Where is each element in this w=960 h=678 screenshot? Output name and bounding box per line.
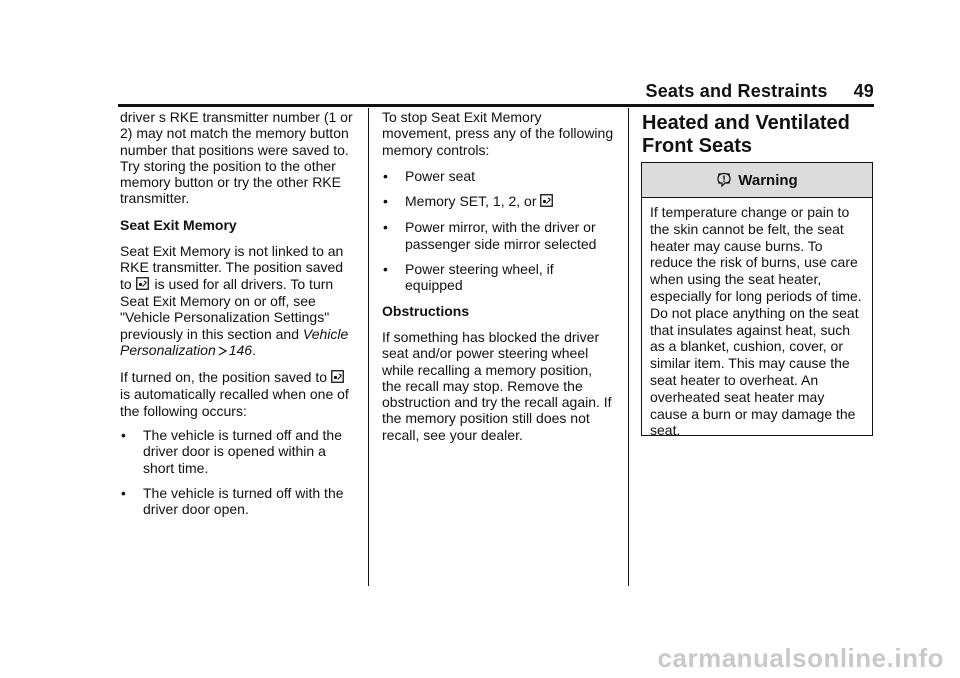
text: .	[252, 341, 256, 358]
text: is automatically recalled when one of the following occurs:	[120, 386, 349, 419]
list-item	[382, 261, 614, 294]
paragraph	[120, 369, 358, 419]
warning-box	[641, 162, 873, 439]
column-1	[120, 109, 358, 527]
bullet-marker: •	[383, 167, 388, 184]
watermark: carmanualsonline.info	[657, 643, 944, 673]
list-item-text: Power mirror, with the driver or passenger side mirror selected	[405, 219, 597, 252]
subheading-obstructions: Obstructions	[382, 302, 470, 319]
subheading-seat-exit-memory: Seat Exit Memory	[120, 216, 237, 233]
section-heading-line: Front Seats	[642, 135, 753, 157]
section-title: Seats and Restraints	[645, 81, 828, 101]
list-item-text: The vehicle is turned off with the driver door open.	[143, 484, 344, 518]
column-divider-2	[628, 108, 629, 586]
bullet-marker: •	[121, 427, 126, 444]
paragraph	[120, 243, 358, 359]
list-item	[382, 193, 614, 210]
cross-reference-title: Vehicle Personalization	[120, 325, 349, 358]
warning-header	[642, 163, 872, 198]
cross-reference-page: 146	[228, 341, 253, 358]
page-reference-icon	[218, 343, 227, 359]
bullet-marker: •	[383, 219, 388, 236]
list-item	[382, 168, 614, 184]
bullet-marker: •	[121, 484, 126, 501]
warning-text: If temperature change or pain to the skin cannot be felt, the seat heater may cause burns. To reduce the risk of burns, use care when using the seat heater, especially for long periods of time. Do not place anything on the seat that insulates against heat, such as a blanket, cushion, cover, or similar item. This may cause the seat heater to overheat. An overheated seat heater may cause a burn or may damage the seat.	[650, 204, 862, 439]
section-heading	[642, 112, 882, 158]
page-number: 49	[853, 81, 874, 101]
text: If turned on, the position saved to	[120, 369, 331, 386]
text: is used for all drivers. To turn Seat Exit Memory on or off, see "Vehicle Personalization Settings" previously in this section and	[120, 275, 334, 342]
list-item-text: Power steering wheel, if equipped	[405, 261, 554, 294]
list-item-text: Power seat	[405, 167, 476, 184]
text: Seat Exit Memory is not linked to an RKE transmitter. The position saved to	[120, 243, 344, 292]
header-rule	[118, 104, 874, 107]
exit-memory-key-icon	[136, 277, 149, 293]
list-item	[382, 219, 614, 252]
paragraph: If something has blocked the driver seat and/or power steering wheel while recalling a memory position, the recall may stop. Remove the obstruction and try the recall again. If the memory position still does not recall, see your dealer.	[382, 328, 612, 443]
list-item	[120, 485, 358, 518]
warning-label: Warning	[738, 171, 798, 189]
list-item	[405, 193, 614, 210]
exit-memory-key-icon	[331, 370, 344, 386]
list-item-text: Memory SET, 1, 2, or	[405, 193, 541, 210]
column-divider-1	[368, 108, 369, 586]
warning-icon	[716, 172, 732, 188]
paragraph: To stop Seat Exit Memory movement, press any of the following memory controls:	[382, 109, 614, 158]
exit-memory-key-icon	[540, 194, 553, 210]
section-heading-line: Heated and Ventilated	[642, 112, 850, 134]
list-item	[120, 427, 358, 476]
bullet-marker: •	[383, 193, 388, 210]
paragraph: driver s RKE transmitter number (1 or 2) may not match the memory button number that positions were saved to. Try storing the position to the other memory button or try the other RKE transmitter.	[120, 109, 353, 207]
column-2	[382, 109, 614, 453]
list-item-text: The vehicle is turned off and the driver door is opened within a short time.	[143, 427, 342, 476]
bullet-marker: •	[383, 261, 388, 278]
running-header	[646, 81, 875, 102]
